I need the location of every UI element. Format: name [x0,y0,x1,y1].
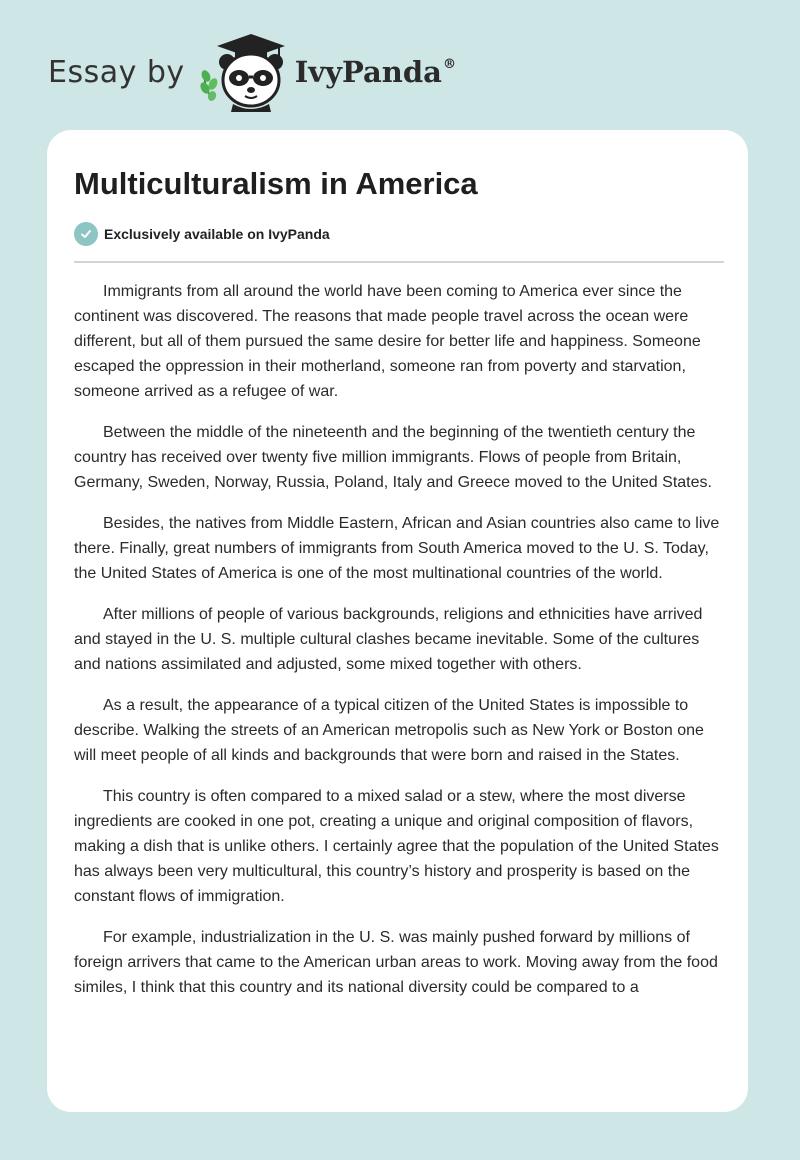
availability-label: Exclusively available on IvyPanda [104,226,330,242]
paragraph: As a result, the appearance of a typical citizen of the United States is impossible to describe. Walking the streets of an American metropolis such as New York or Boston one will meet people of all kinds and backgrounds that were born and raised in the States. [74,697,704,764]
paragraph: Between the middle of the nineteenth and the beginning of the twentieth century the country has received over twenty five million immigrants. Flows of people from Britain, Germany, Sweden, Norway, Russia, Poland, Italy and Greece moved to the United States. [74,424,712,491]
brand-label: IvyPanda [294,55,442,89]
paragraph: Immigrants from all around the world have been coming to America ever since the continent was discovered. The reasons that made people travel across the ocean were different, but all of them pursued the same desire for better life and happiness. Someone escaped the oppression in their motherland, someone ran from poverty and starvation, someone arrived as a refugee of war. [74,283,701,400]
check-icon [74,222,98,246]
brand-name[interactable] [295,55,456,89]
site-header [48,32,456,112]
page-title: Multiculturalism in America [74,166,478,201]
essay-by-label: Essay by [48,54,185,90]
paragraph: Besides, the natives from Middle Eastern, African and Asian countries also came to live there. Finally, great numbers of immigrants from South America moved to the U. S. Today, the United States of America is one of the most multinational countries of the world. [74,515,720,582]
essay-body [74,279,724,1016]
essay-card [47,130,748,1112]
panda-graduate-icon[interactable] [199,32,289,112]
availability-badge [74,222,330,246]
paragraph: For example, industrialization in the U. S. was mainly pushed forward by millions of foreign arrivers that came to the American urban areas to work. Moving away from the food similes, I think that this country and its national diversity could be compared to a [74,929,718,996]
divider [74,261,724,263]
paragraph: After millions of people of various backgrounds, religions and ethnicities have arrived and stayed in the U. S. multiple cultural clashes became inevitable. Some of the cultures and nations assimilated and adjusted, some mixed together with others. [74,606,703,673]
paragraph: This country is often compared to a mixed salad or a stew, where the most diverse ingredients are cooked in one pot, creating a unique and original composition of flavors, making a dish that is unlike others. I certainly agree that the population of the United States has always been very multicultural, this country’s history and prosperity is based on the constant flows of immigration. [74,788,719,905]
registered-mark: ® [442,57,456,72]
